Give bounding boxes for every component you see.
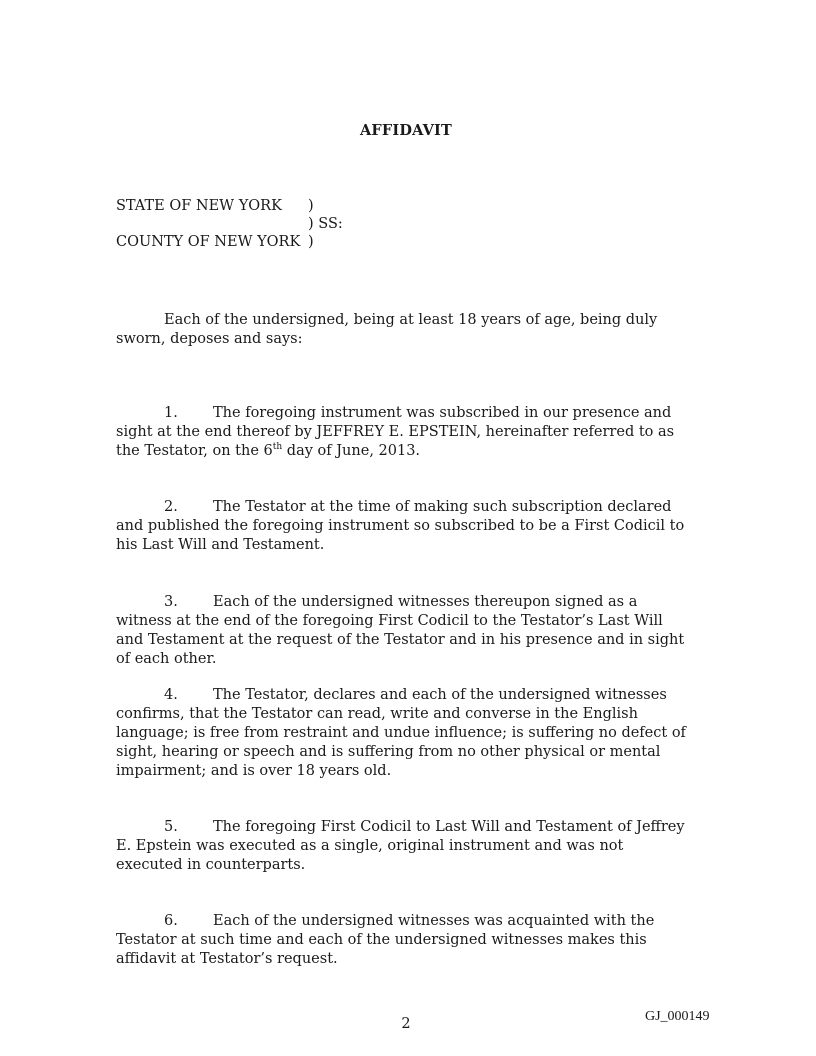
paragraph-text: The foregoing First Codicil to Last Will and Testament of Jeffrey E. Epstein was executed as a single, original instrument and was not executed in counterparts. xyxy=(116,819,685,873)
paragraph-text: The Testator, declares and each of the undersigned witnesses confirms, that the Testator can read, write and converse in the English language; is free from restraint and undue influence; is suffering no defect of sight, hearing or speech and is suffering from no other physical or mental impairment; and is over 18 years old. xyxy=(116,687,686,779)
paragraph-number: 4. xyxy=(164,687,178,703)
paragraph-text: Each of the undersigned witnesses thereupon signed as a witness at the end of the foregoing First Codicil to the Testator’s Last Will and Testament at the request of the Testator and in his presence and in sight of each other. xyxy=(116,594,685,667)
document-title: AFFIDAVIT xyxy=(359,122,452,139)
paragraph-number: 3. xyxy=(164,594,178,610)
county-bracket: ) xyxy=(308,234,314,250)
intro-paragraph: Each of the undersigned, being at least 18 years of age, being duly sworn, deposes and says: xyxy=(116,312,658,347)
state-label: STATE OF NEW YORK xyxy=(116,198,282,214)
paragraph-text-end: day of June, 2013. xyxy=(282,443,421,459)
paragraph-5 xyxy=(116,818,694,875)
ordinal-superscript: th xyxy=(272,442,283,452)
paragraph-2 xyxy=(116,498,694,555)
paragraph-6 xyxy=(116,912,694,969)
paragraph-number: 6. xyxy=(164,913,178,929)
paragraph-text: The foregoing instrument was subscribed in our presence and sight at the end thereof by JEFFREY E. EPSTEIN, hereinafter referred to as the Testator, on the 6 xyxy=(116,405,675,459)
paragraph-1 xyxy=(116,404,694,461)
paragraph-number: 5. xyxy=(164,819,178,835)
state-bracket: ) xyxy=(308,198,314,214)
paragraph-number: 1. xyxy=(164,405,178,421)
paragraph-text: The Testator at the time of making such subscription declared and published the foregoing instrument so subscribed to be a First Codicil to his Last Will and Testament. xyxy=(116,499,685,553)
page-number: 2 xyxy=(401,1016,411,1032)
county-label: COUNTY OF NEW YORK xyxy=(116,234,301,250)
paragraph-4 xyxy=(116,686,694,781)
paragraph-text: Each of the undersigned witnesses was acquainted with the Testator at such time and each of the undersigned witnesses makes this affidavit at Testator’s request. xyxy=(116,913,655,967)
paragraph-number: 2. xyxy=(164,499,178,515)
bates-number: GJ_000149 xyxy=(645,1009,710,1024)
ss-bracket: ) SS: xyxy=(308,216,343,232)
paragraph-3 xyxy=(116,593,694,669)
venue-block xyxy=(116,197,416,251)
